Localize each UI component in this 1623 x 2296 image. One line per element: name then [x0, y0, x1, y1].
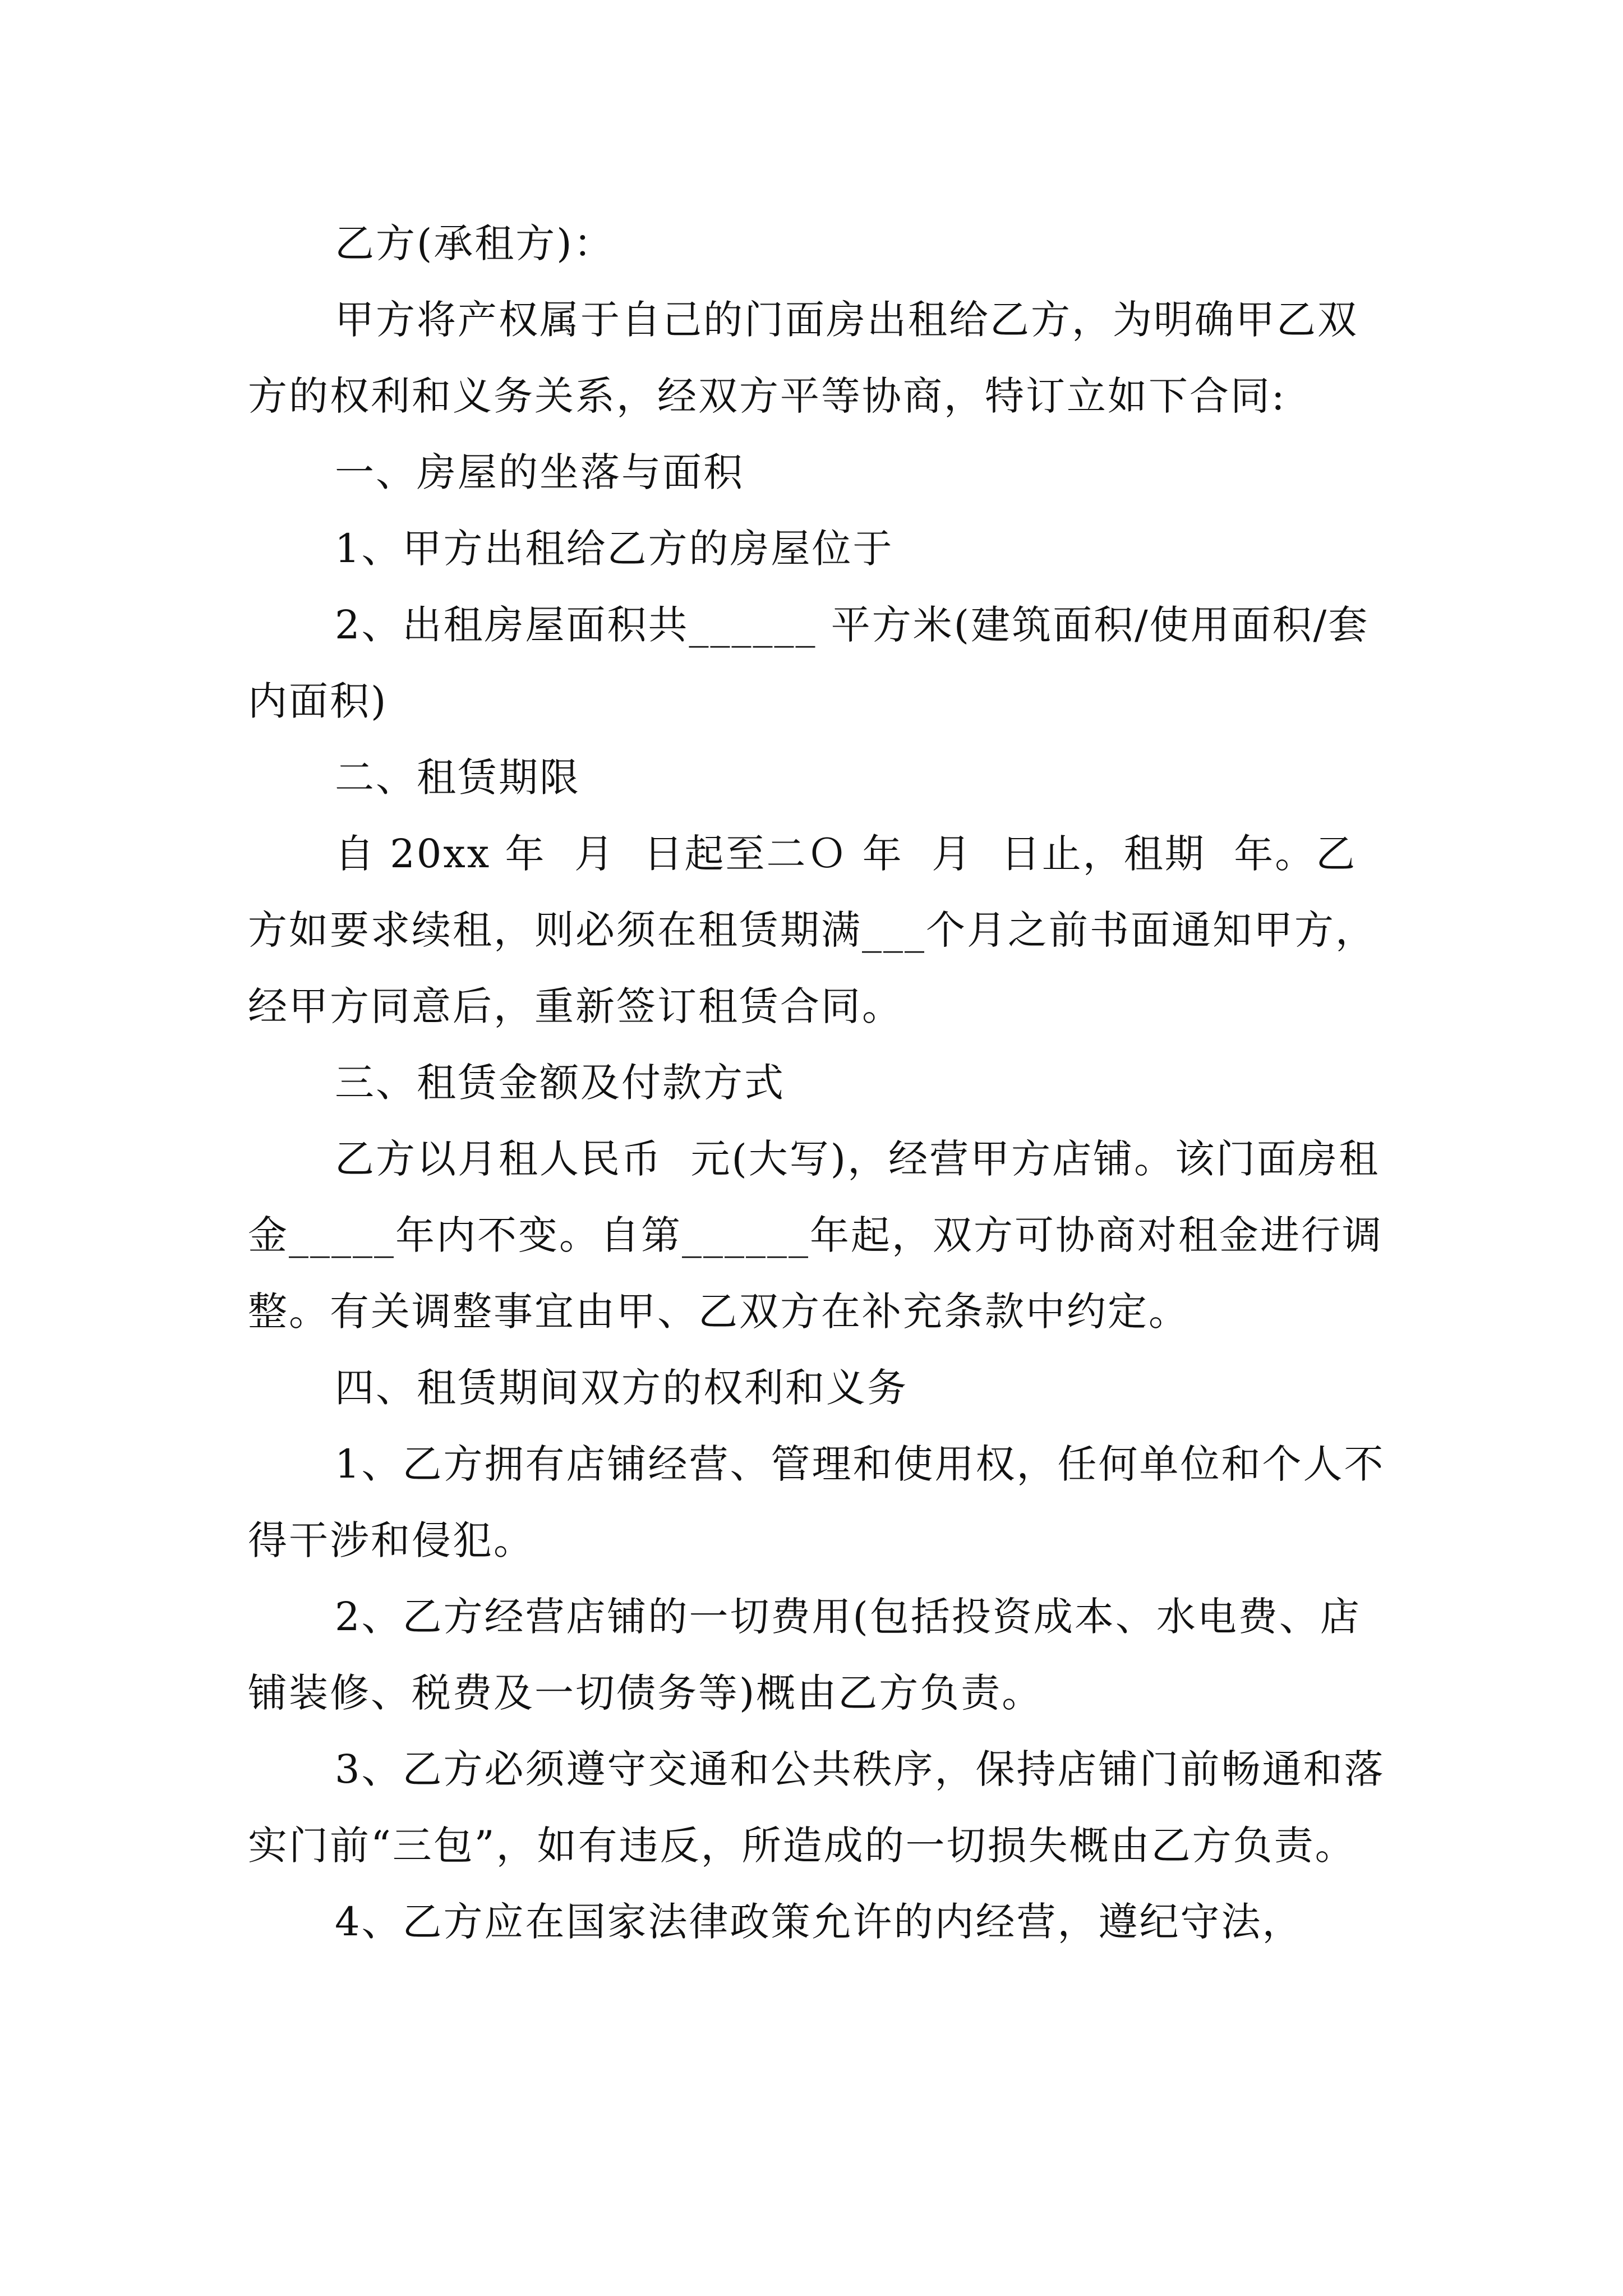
clause-4-2: 2、乙方经营店铺的一切费用(包括投资成本、水电费、店铺装修、税费及一切债务等)概由乙方负责。 — [248, 1594, 1361, 1716]
clause-4-1: 1、乙方拥有店铺经营、管理和使用权，任何单位和个人不得干涉和侵犯。 — [248, 1441, 1385, 1563]
lease-term-paragraph: 自 20xx 年 月 日起至二Ｏ 年 月 日止，租期 年。乙方如要求续租，则必须在租赁期满___个月之前书面通知甲方，经甲方同意后，重新签订租赁合同。 — [248, 831, 1376, 1029]
clause-1-2: 2、出租房屋面积共______ 平方米(建筑面积/使用面积/套内面积) — [248, 602, 1370, 724]
clause-4-4: 4、乙方应在国家法律政策允许的内经营，遵纪守法， — [335, 1899, 1303, 1945]
party-b-line: 乙方(承租方)： — [335, 220, 615, 266]
document-body — [248, 205, 1386, 1960]
clause-1-1: 1、甲方出租给乙方的房屋位于 — [335, 526, 894, 572]
rent-paragraph: 乙方以月租人民币 元(大写)，经营甲方店铺。该门面房租金_____年内不变。自第______年起，双方可协商对租金进行调整。有关调整事宜由甲、乙双方在补充条款中约定。 — [248, 1136, 1383, 1335]
clause-4-3: 3、乙方必须遵守交通和公共秩序，保持店铺门前畅通和落实门前“三包”，如有违反，所造成的一切损失概由乙方负责。 — [248, 1746, 1385, 1869]
preamble-paragraph: 甲方将产权属于自己的门面房出租给乙方，为明确甲乙双方的权利和义务关系，经双方平等协商，特订立如下合同: — [248, 297, 1358, 419]
section-heading-2: 二、租赁期限 — [335, 754, 580, 800]
section-heading-4: 四、租赁期间双方的权利和义务 — [335, 1365, 908, 1411]
section-heading-3: 三、租赁金额及付款方式 — [335, 1060, 785, 1106]
section-heading-1: 一、房屋的坐落与面积 — [335, 449, 744, 495]
